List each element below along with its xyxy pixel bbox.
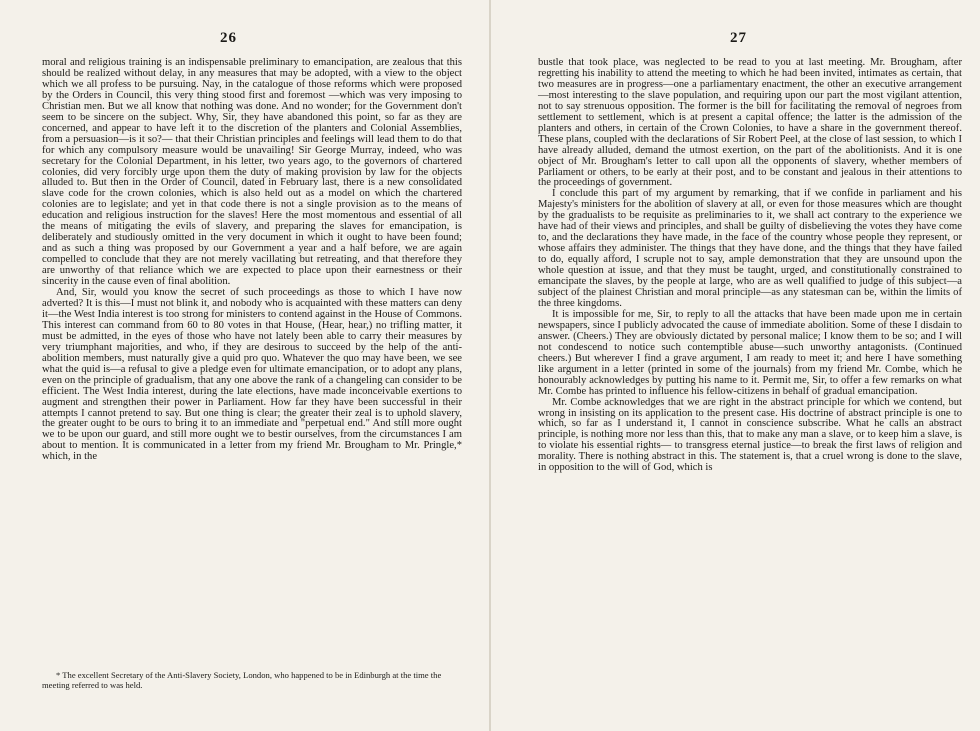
text-column <box>538 58 962 474</box>
paragraph: And, Sir, would you know the secret of such proceedings as those to which I have now adverted? It is this—I must not blink it, and nobody who is acquainted with these matters can deny it—the West India interest is too strong for ministers to contend against in the House of Commons. This interest can command from 60 to 80 votes in that House, (Hear, hear,) no trifling matter, it must be admitted, in the eyes of those who have not lately been able to carry their measures by very triumphant majorities, and who, if they are desirous to succeed by the help of the anti-abolition members, must naturally give a quid pro quo. Whatever the quo may have been, we see what the quid is—a refusal to give a pledge even for ultimate emancipation, or to adopt any plans, even on the principle of gradualism, that any one above the rank of a changeling can consider to be efficient. The West India interest, during the late elections, have made inconceivable exertions to augment and strengthen their power in Parliament. How far they have been successful in their attempts I cannot pretend to say. But one thing is clear; the greater their zeal is to uphold slavery, the greater ought to be ours to bring it to an immediate and "perpetual end." And still more ought we to be upon our guard, and still more ought we to bestir ourselves, from the circumstances I am about to mention. It is communicated in a letter from my friend Mr. Brougham to Mr. Pringle,* which, in the <box>42 287 462 463</box>
right-page <box>490 0 980 731</box>
footnote <box>42 671 462 690</box>
paragraph: Mr. Combe acknowledges that we are right in the abstract principle for which we contend, but wrong in insisting on its application to the present case. His doctrine of abstract principle is one to which, so far as I understand it, I cannot in conscience subscribe. What he calls an abstract principle, is nothing more nor less than this, that to make any man a slave, or to keep him a slave, is to violate his essential rights— to transgress eternal justice—to break the first laws of religion and morality. There is nothing abstract in this. The statement is, that a cruel wrong is done to the slave, in opposition to the will of God, which is <box>538 396 962 474</box>
page-number: 26 <box>220 30 237 46</box>
paragraph: bustle that took place, was neglected to be read to you at last meeting. Mr. Brougham, after regretting his inability to attend the meeting to which he had been invited, intimates as certain, that two measures are in progress—one a parliamentary enactment, the other an executive arrangement—most interesting to the slave population, and requiring upon our part the most vigilant attention, not to say strenuous opposition. The former is the bill for facilitating the removal of negroes from settlement to settlement, which is at present a capital offence; the latter is the admission of the planters and others, in certain of the Crown Colonies, to have a share in the government thereof. These plans, coupled with the declarations of Sir Robert Peel, at the close of last session, to which I have already alluded, demand the utmost exertion, on the part of the abolitionists. And it is one object of Mr. Brougham's letter to call upon all the opponents of slavery, whether members of Parliament or others, to be early at their post, and to be constant and jealous in their attentions to the proceedings of government. <box>538 57 962 189</box>
paragraph: It is impossible for me, Sir, to reply to all the attacks that have been made upon me in certain newspapers, since I publicly advocated the cause of immediate abolition. Some of these I disdain to answer. (Cheers.) They are obviously dictated by personal malice; I know them to be so; and I will not condescend to notice such contemptible abuse—such unworthy antagonists. (Continued cheers.) But wherever I find a grave argument, I am ready to meet it; and here I have something like argument in a letter (printed in some of the journals) from my friend Mr. Combe, which he honourably acknowledges by putting his name to it. Permit me, Sir, to offer a few remarks on what Mr. Combe has printed to influence his fellow-citizens in behalf of gradual emancipation. <box>538 308 962 397</box>
footnote-text: * The excellent Secretary of the Anti-Slavery Society, London, who happened to be in Edinburgh at the time the meeting referred to was held. <box>42 670 442 690</box>
paragraph: I conclude this part of my argument by remarking, that if we confide in parliament and his Majesty's ministers for the abolition of slavery at all, or even for those measures which are thought by the gradualists to be requisite as preliminaries to it, we shall act contrary to the experience we have had of their views and principles, and shall be guilty of disbelieving the votes they have come to, and the declarations they have made, in the face of the country whose people they represent, or whose affairs they administer. The things that they have done, and the things that they have failed to do, equally afford, I scruple not to say, ample demonstration that they are unsound upon the whole question at issue, and that they must be taught, urged, and constitutionally constrained to emancipate the slaves, by the people at large, who are as well qualified to judge of this subject—a subject of the plainest Christian and moral principle—as any statesman can be, within the limits of the three kingdoms. <box>538 188 962 309</box>
paragraph: moral and religious training is an indispensable preliminary to emancipation, are zealous that this should be realized without delay, in any measures that may be adopted, with a view to the object which we all profess to be pursuing. Nay, in the catalogue of those reforms which were proposed by the Orders in Council, this very thing stood first and foremost —which was very imposing to Christian men. But we all know that nothing was done. And no wonder; for the Government don't seem to be sincere on the subject. Why, Sir, they have abandoned this point, so far as they are concerned, and appear to have left it to the discretion of the planters and Colonial Assemblies, from a persuasion—is it so?— that their Christian principles and feelings will lead them to do that for which any compulsory measure would be unavailing! Sir George Murray, indeed, who was secretary for the Colonial Department, in his letter, two years ago, to the governors of chartered colonies, did very forcibly urge upon them the duty of making provision by law for the objects alluded to. But then in the Order of Council, dated in February last, there is a new consolidated slave code for the crown colonies, which is also held out as a model on which the chartered colonies are to legislate; and yet in that code there is not a single provision as to the means of education and religious instruction for the slaves! Here the most momentous and essential of all the means of mitigating the evils of slavery, and preparing the slaves for emancipation, is deliberately and studiously omitted in the very document in which it ought to have been found; and as such a thing was proposed by our Government a year and a half before, we are again compelled to conclude that they are not merely vacillating but retreating, and that therefore they are unworthy of that reliance which we are expected to place upon their earnestness or their sincerity in the cause even of final abolition. <box>42 57 462 288</box>
page-number: 27 <box>730 30 747 46</box>
text-column <box>42 58 462 463</box>
